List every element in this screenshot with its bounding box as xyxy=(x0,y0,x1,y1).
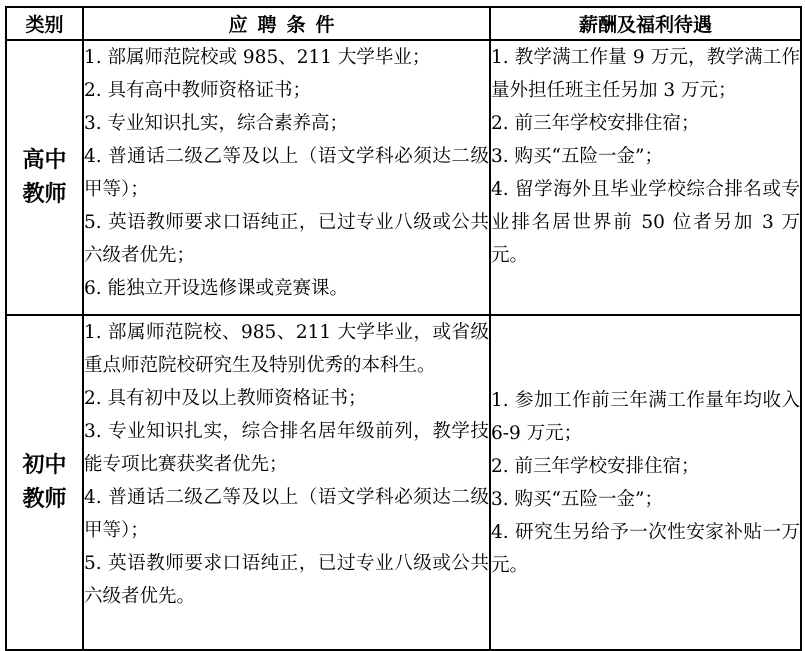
condition-item: 3. 专业知识扎实，综合排名居年级前列，教学技能专项比赛获奖者优先； xyxy=(84,421,489,475)
condition-item: 5. 英语教师要求口语纯正，已过专业八级或公共六级者优先； xyxy=(84,212,489,266)
condition-item: 1. 部属师范院校或 985、211 大学毕业； xyxy=(84,47,431,68)
header-row xyxy=(6,7,801,40)
benefit-item: 4. 研究生另给予一次性安家补贴一万元。 xyxy=(491,521,800,576)
benefit-item: 3. 购买“五险一金”； xyxy=(491,488,663,510)
table-row-high-school xyxy=(6,40,801,315)
benefit-item: 1. 教学满工作量 9 万元，教学满工作量外担任班主任另加 3 万元； xyxy=(491,47,800,101)
benefits-cell xyxy=(490,40,801,315)
condition-item: 6. 能独立开设选修课或竞赛课。 xyxy=(84,278,349,299)
condition-item: 3. 专业知识扎实，综合素养高； xyxy=(84,113,349,134)
table-row-middle-school xyxy=(6,315,801,650)
condition-item: 2. 具有初中及以上教师资格证书； xyxy=(84,388,367,409)
category-label-line1: 高中 xyxy=(22,147,67,173)
condition-item: 2. 具有高中教师资格证书； xyxy=(84,80,312,101)
category-cell xyxy=(6,40,83,315)
conditions-cell xyxy=(83,40,490,315)
condition-item: 4. 普通话二级乙等及以上（语文学科必须达二级甲等）； xyxy=(84,146,489,200)
category-cell xyxy=(6,315,83,650)
benefit-item: 3. 购买“五险一金”； xyxy=(491,146,663,167)
conditions-cell xyxy=(83,315,490,650)
category-label-line2: 教师 xyxy=(22,486,67,512)
condition-item: 5. 英语教师要求口语纯正，已过专业八级或公共六级者优先。 xyxy=(84,553,489,607)
benefit-item: 1. 参加工作前三年满工作量年均收入 6-9 万元； xyxy=(491,389,800,444)
recruitment-table xyxy=(5,6,802,651)
condition-item: 1. 部属师范院校、985、211 大学毕业，或省级重点师范院校研究生及特别优秀的本科生。 xyxy=(84,322,489,376)
header-category: 类别 xyxy=(6,7,83,40)
benefit-item: 2. 前三年学校安排住宿； xyxy=(491,455,700,477)
header-conditions: 应聘条件 xyxy=(83,7,490,40)
benefits-cell xyxy=(490,315,801,650)
header-benefits: 薪酬及福利待遇 xyxy=(490,7,801,40)
condition-item: 4. 普通话二级乙等及以上（语文学科必须达二级甲等）； xyxy=(84,487,489,541)
category-label-line2: 教师 xyxy=(22,181,67,207)
category-label-line1: 初中 xyxy=(22,452,67,478)
benefit-item: 2. 前三年学校安排住宿； xyxy=(491,113,700,134)
benefit-item: 4. 留学海外且毕业学校综合排名或专业排名居世界前 50 位者另加 3 万元。 xyxy=(491,179,800,266)
